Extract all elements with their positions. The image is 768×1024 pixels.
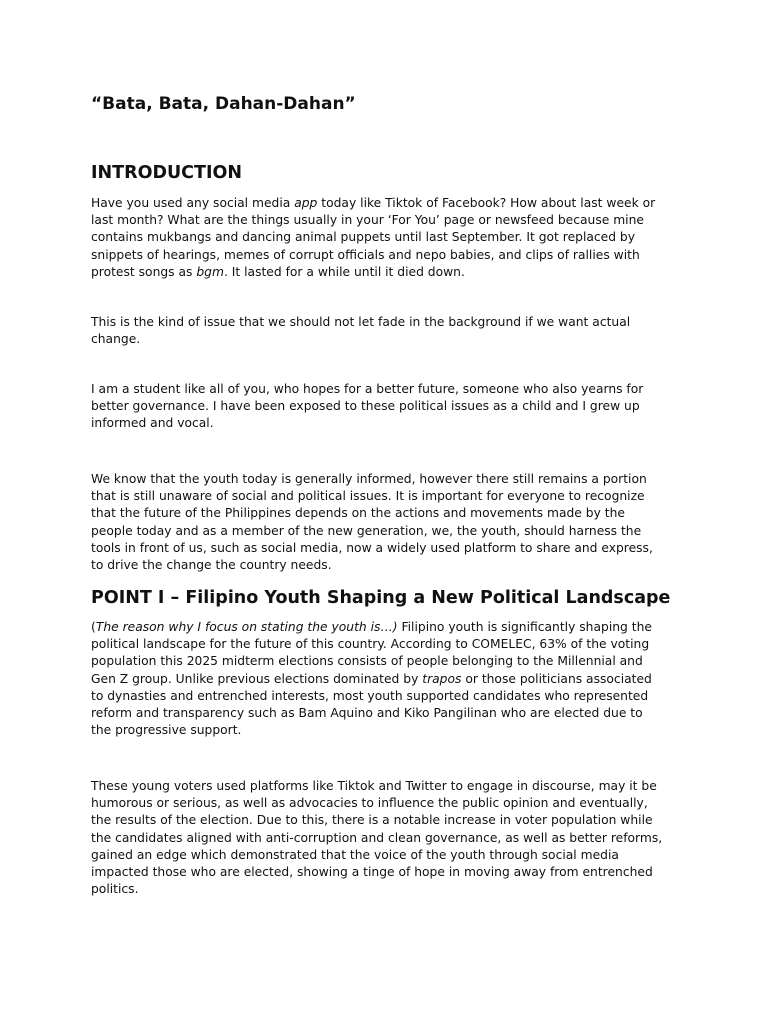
intro-paragraph-4	[91, 471, 681, 574]
text-line: impacted those who are elected, showing a tinge of hope in moving away from entrenched	[91, 865, 653, 880]
text-line: contains mukbangs and dancing animal puppets until last September. It got replaced by	[91, 230, 636, 245]
text-line: to drive the change the country needs.	[91, 558, 332, 573]
text-line: (The reason why I focus on stating the youth is…) Filipino youth is significantly shaping the	[91, 620, 652, 634]
point-one-paragraph-2	[91, 778, 681, 898]
text-line: last month? What are the things usually in your ‘For You’ page or newsfeed because mine	[91, 213, 644, 228]
text-line: Gen Z group. Unlike previous elections dominated by trapos or those politicians associated	[91, 671, 652, 686]
text-line: This is the kind of issue that we should not let fade in the background if we want actual	[91, 315, 631, 329]
text-line: tools in front of us, such as social media, now a widely used platform to share and express,	[91, 540, 653, 555]
text-line: political landscape for the future of this country. According to COMELEC, 63% of the voting	[91, 637, 650, 652]
text-line: to dynasties and entrenched interests, most youth supported candidates who represented	[91, 688, 649, 703]
document-title: “Bata, Bata, Dahan-Dahan”	[91, 94, 356, 114]
text-line: gained an edge which demonstrated that the voice of the youth through social media	[91, 847, 619, 862]
text-line: the results of the election. Due to this, there is a notable increase in voter population while	[91, 813, 653, 828]
text-line: that the future of the Philippines depends on the actions and movements made by the	[91, 506, 625, 521]
text-line: I am a student like all of you, who hopes for a better future, someone who also yearns for	[91, 382, 644, 396]
text-line: change.	[91, 332, 141, 347]
point-one-heading: POINT I – Filipino Youth Shaping a New Political Landscape	[91, 588, 671, 608]
text-line: better governance. I have been exposed to these political issues as a child and I grew up	[91, 399, 640, 414]
text-line: that is still unaware of social and political issues. It is important for everyone to recognize	[91, 489, 645, 504]
text-line: protest songs as bgm. It lasted for a while until it died down.	[91, 264, 465, 279]
text-line: politics.	[91, 882, 139, 897]
intro-paragraph-2	[91, 314, 681, 348]
text-line: humorous or serious, as well as advocacies to influence the public opinion and eventually,	[91, 796, 648, 811]
text-line: These young voters used platforms like Tiktok and Twitter to engage in discourse, may it be	[91, 779, 657, 793]
text-line: Have you used any social media app today like Tiktok of Facebook? How about last week or	[91, 196, 656, 210]
text-line: population this 2025 midterm elections consists of people belonging to the Millennial and	[91, 654, 643, 669]
text-line: people today and as a member of the new generation, we, the youth, should harness the	[91, 523, 642, 538]
introduction-heading: INTRODUCTION	[91, 163, 242, 183]
point-one-paragraph-1	[91, 619, 681, 739]
text-line: the progressive support.	[91, 723, 242, 738]
text-line: reform and transparency such as Bam Aquino and Kiko Pangilinan who are elected due to	[91, 706, 643, 721]
text-line: snippets of hearings, memes of corrupt officials and nepo babies, and clips of rallies with	[91, 247, 640, 262]
text-line: We know that the youth today is generally informed, however there still remains a portion	[91, 472, 647, 486]
intro-paragraph-1	[91, 195, 681, 281]
text-line: the candidates aligned with anti-corruption and clean governance, as well as better reforms,	[91, 830, 663, 845]
text-line: informed and vocal.	[91, 416, 214, 431]
intro-paragraph-3	[91, 381, 681, 433]
